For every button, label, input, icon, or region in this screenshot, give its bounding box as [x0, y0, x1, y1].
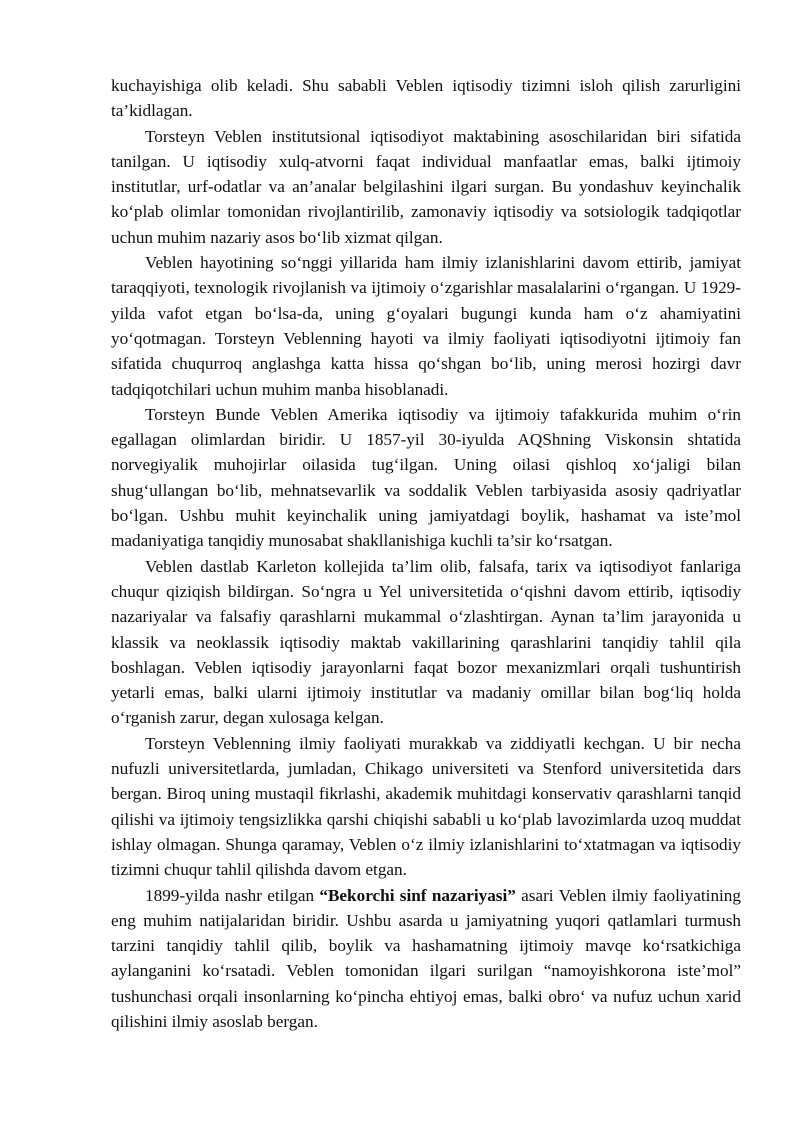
- paragraph-continuation: kuchayishiga olib keladi. Shu sababli Veblen iqtisodiy tizimni isloh qilish zarurligini ta’kidlagan.: [111, 76, 741, 121]
- paragraph-text-before: 1899-yilda nashr etilgan: [145, 885, 320, 905]
- paragraph-institutional-school: Torsteyn Veblen institutsional iqtisodiyot maktabining asoschilaridan biri sifatida tanilgan. U iqtisodiy xulq-atvorni faqat individual manfaatlar emas, balki ijtimoiy institutlar, urf-odatlar va an’analar belgilashini ilgari surgan. Bu yondashuv keyinchalik ko‘plab olimlar tomonidan rivojlantirilib, zamonaviy iqtisodiy va sotsiologik tadqiqotlar uchun muhim nazariy asos bo‘lib xizmat qilgan.: [111, 126, 741, 247]
- paragraph-text-after: asari Veblen ilmiy faoliyatining eng muhim natijalaridan biridir. Ushbu asarda u jamiyatning yuqori qatlamlari turmush tarzini tanqidiy tahlil qilib, boylik va hashamatning ijtimoiy mavqe ko‘rsatkichiga aylanganini ko‘rsatadi. Veblen tomonidan ilgari surilgan “namoyishkorona iste’mol” tushunchasi orqali insonlarning ko‘pincha ehtiyoj emas, balki obro‘ va nufuz uchun xarid qilishini ilmiy asoslab bergan.: [111, 885, 741, 1031]
- paragraph-leisure-class: [111, 883, 741, 1035]
- document-page: [111, 73, 741, 1034]
- paragraph-career: Torsteyn Veblenning ilmiy faoliyati murakkab va ziddiyatli kechgan. U bir necha nufuzli universitetlarda, jumladan, Chikago universiteti va Stenford universitetida dars bergan. Biroq uning mustaqil fikrlashi, akademik muhitdagi konservativ qarashlarni tanqid qilishi va ijtimoiy tengsizlikka qarshi chiqishi sababli u ko‘plab lavozimlarda uzoq muddat ishlay olmagan. Shunga qaramay, Veblen o‘z ilmiy izlanishlarini to‘xtatmagan va iqtisodiy tizimni chuqur tahlil qilishda davom etgan.: [111, 733, 741, 880]
- paragraph-later-years: Veblen hayotining so‘nggi yillarida ham ilmiy izlanishlarini davom ettirib, jamiyat taraqqiyoti, texnologik rivojlanish va ijtimoiy o‘zgarishlar masalalarini o‘rgangan. U 1929-yilda vafot etgan bo‘lsa-da, uning g‘oyalari bugungi kunda ham o‘z ahamiyatini yo‘qotmagan. Torsteyn Veblenning hayoti va ilmiy faoliyati iqtisodiyotni ijtimoiy fan sifatida chuqurroq anglashga katta hissa qo‘shgan bo‘lib, uning merosi hozirgi davr tadqiqotchilari uchun muhim manba hisoblanadi.: [111, 253, 741, 399]
- paragraph-biography: Torsteyn Bunde Veblen Amerika iqtisodiy va ijtimoiy tafakkurida muhim o‘rin egallagan olimlardan biridir. U 1857-yil 30-iyulda AQShning Viskonsin shtatida norvegiyalik muhojirlar oilasida tug‘ilgan. Uning oilasi qishloq xo‘jaligi bilan shug‘ullangan bo‘lib, mehnatsevarlik va soddalik Veblen tarbiyasida asosiy qadriyatlar bo‘lgan. Ushbu muhit keyinchalik uning jamiyatdagi boylik, hashamat va iste’mol madaniyatiga tanqidiy munosabat shakllanishiga kuchli ta’sir ko‘rsatgan.: [111, 404, 741, 551]
- book-title-bold: “Bekorchi sinf nazariyasi”: [319, 885, 516, 905]
- paragraph-education: Veblen dastlab Karleton kollejida ta’lim olib, falsafa, tarix va iqtisodiyot fanlariga chuqur qiziqish bildirgan. So‘ngra u Yel universitetida o‘qishni davom ettirib, iqtisodiy nazariyalar va falsafiy qarashlarni mukammal o‘zlashtirgan. Aynan ta’lim jarayonida u klassik va neoklassik iqtisodiy maktab vakillarining qarashlarini tanqidiy tahlil qila boshlagan. Veblen iqtisodiy jarayonlarni faqat bozor mexanizmlari orqali tushuntirish yetarli emas, balki ularni ijtimoiy institutlar va madaniy omillar bilan bog‘liq holda o‘rganish zarur, degan xulosaga kelgan.: [111, 556, 741, 728]
